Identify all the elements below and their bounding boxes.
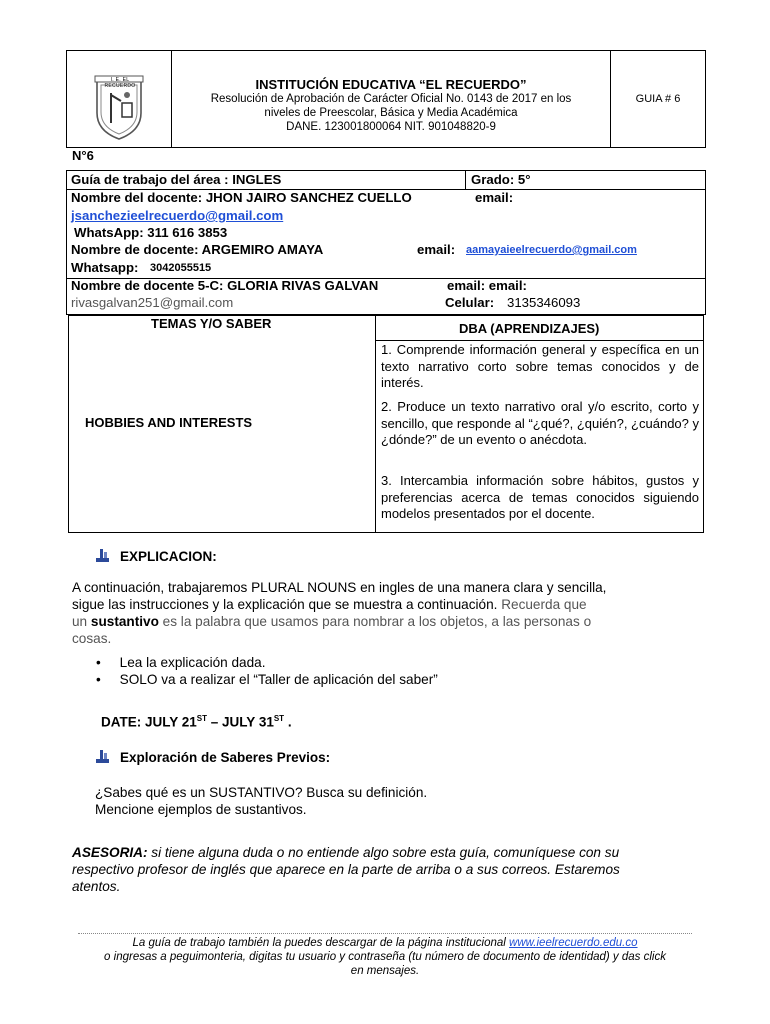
footer-divider <box>78 933 692 934</box>
exploracion-heading: Exploración de Saberes Previos: <box>96 750 330 765</box>
instruction-list <box>96 654 438 688</box>
footer-website-link[interactable]: www.ieelrecuerdo.edu.co <box>509 937 638 949</box>
topic-label: HOBBIES AND INTERESTS <box>85 415 253 430</box>
resolution-line: niveles de Preescolar, Básica y Media Académica <box>264 107 518 119</box>
teacher3-phone: 3135346093 <box>507 295 581 310</box>
teacher3-phone-label: Celular: <box>445 295 495 310</box>
explicacion-heading: EXPLICACION: <box>96 549 217 564</box>
list-item: • SOLO va a realizar el “Taller de aplicación del saber” <box>96 672 438 687</box>
teacher2-whatsapp: 3042055515 <box>150 262 212 274</box>
footer-line: en mensajes. <box>350 965 420 977</box>
teacher1-email-label: email: <box>475 190 514 205</box>
dba-item: 3. Intercambia información sobre hábitos, gustos y preferencias acerca de temas conocidos siguiendo modelos presentados por el docente. <box>381 473 699 521</box>
seal-text: I. E. EL RECUERDO <box>104 77 136 89</box>
footer-line: o ingresas a peguimonteria, digitas tu usuario y contraseña (tu número de documento de identidad) y das click <box>104 951 666 963</box>
dba-item: 2. Produce un texto narrativo oral y/o escrito, corto y sencillo, que responde al “¿qué?, ¿quién?, ¿cuándo? y ¿dónde?” de un evento o anécdota. <box>381 399 699 447</box>
teacher2-whatsapp-label: Whatsapp: <box>71 260 139 275</box>
teacher2-email-link[interactable]: aamayaieelrecuerdo@gmail.com <box>466 244 637 256</box>
school-shield-logo <box>67 51 171 149</box>
dba-table <box>68 315 704 533</box>
bullet-icon <box>96 750 110 763</box>
list-item: • Lea la explicación dada. <box>96 655 266 670</box>
footer-line: La guía de trabajo también la puedes descargar de la página institucional www.ieelrecuerdo.edu.co <box>132 937 638 949</box>
institution-name: INSTITUCIÓN EDUCATIVA “EL RECUERDO” <box>255 77 527 92</box>
bullet-icon <box>96 549 110 562</box>
teacher-info-box <box>66 170 706 315</box>
teacher2-name: Nombre de docente: ARGEMIRO AMAYA <box>71 242 324 257</box>
teacher1-email-link[interactable]: jsanchezieelrecuerdo@gmail.com <box>71 208 284 223</box>
document-header <box>66 50 706 148</box>
guide-number-cell <box>610 51 705 147</box>
teacher1-whatsapp: WhatsApp: 311 616 3853 <box>74 225 228 240</box>
dba-item: 1. Comprende información general y específica en un texto narrativo corto sobre temas conocidos y de interés. <box>381 342 699 390</box>
teacher3-email-label: email: email: <box>447 278 527 293</box>
asesoria-paragraph: ASESORIA: si tiene alguna duda o no entiende algo sobre esta guía, comuníquese con su respectivo profesor de inglés que aparece en la parte de arriba o a sus correos. Estaremos atentos. <box>72 845 620 894</box>
grade-label: Grado: 5° <box>471 172 531 187</box>
dane-nit-line: DANE. 123001800064 NIT. 901048820-9 <box>286 121 496 133</box>
logo-cell <box>67 51 172 147</box>
teacher3-email[interactable]: rivasgalvan251@gmail.com <box>71 295 234 310</box>
teacher1-name: Nombre del docente: JHON JAIRO SANCHEZ CUELLO <box>71 190 412 205</box>
area-label: Guía de trabajo del área : INGLES <box>71 172 282 187</box>
resolution-line: Resolución de Aprobación de Carácter Oficial No. 0143 de 2017 en los <box>210 93 572 105</box>
teacher2-email-label: email: <box>417 242 456 257</box>
guide-number: N°6 <box>72 148 94 163</box>
col-header-temas: TEMAS Y/O SABER <box>151 316 272 331</box>
date-line: DATE: JULY 21ST – JULY 31ST . <box>101 714 292 730</box>
teacher3-name: Nombre de docente 5-C: GLORIA RIVAS GALVAN <box>71 278 379 293</box>
exploracion-text: ¿Sabes qué es un SUSTANTIVO? Busca su definición. Mencione ejemplos de sustantivos. <box>95 785 428 817</box>
explicacion-paragraph: A continuación, trabajaremos PLURAL NOUNS en ingles de una manera clara y sencilla, sigue las instrucciones y la explicación que se muestra a continuación. Recuerda que un sustantivo es la palabra que usamos para nombrar a los objetos, a las personas o cosas. <box>72 580 607 646</box>
col-header-dba: DBA (APRENDIZAJES) <box>459 321 600 336</box>
guide-label: GUIA # 6 <box>635 93 681 105</box>
